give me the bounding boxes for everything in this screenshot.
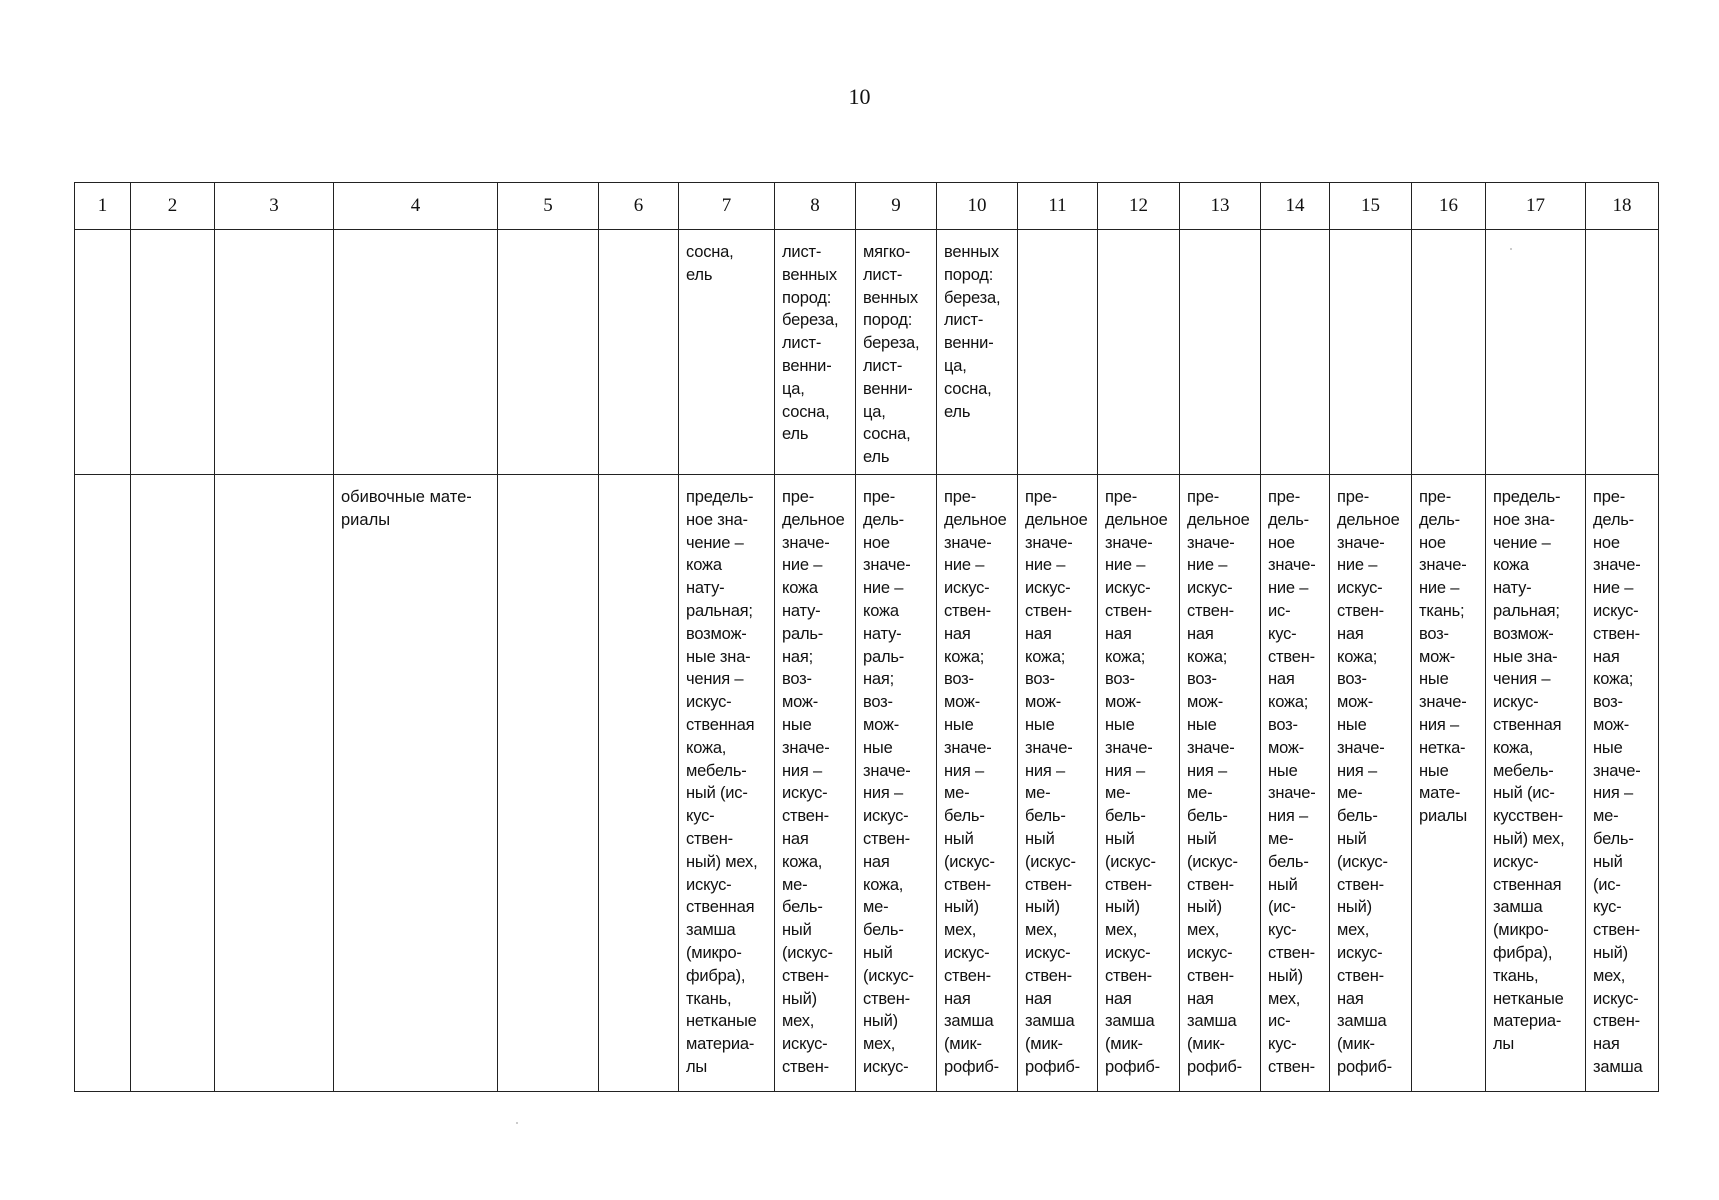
cell-13 <box>1180 475 1261 1092</box>
cell-4 <box>334 475 498 1092</box>
cell-5 <box>498 230 599 475</box>
cell-18 <box>1586 475 1659 1092</box>
cell-11 <box>1018 475 1098 1092</box>
col-header-11: 11 <box>1018 183 1098 230</box>
page-number: 10 <box>848 84 871 109</box>
cell-14 <box>1261 230 1330 475</box>
col-header-14: 14 <box>1261 183 1330 230</box>
cell-18 <box>1586 230 1659 475</box>
col-header-9: 9 <box>856 183 937 230</box>
cell-2 <box>131 475 215 1092</box>
cell-16 <box>1412 230 1486 475</box>
cell-9 <box>856 475 937 1092</box>
cell-1 <box>75 230 131 475</box>
col-header-16: 16 <box>1412 183 1486 230</box>
cell-12 <box>1098 230 1180 475</box>
col-header-1: 1 <box>75 183 131 230</box>
cell-8 <box>775 230 856 475</box>
cell-text: пре- дельное значе- ние – искус- ствен- ная кожа; воз- мож- ные значе- ния – ме- бель- ный (искус- ствен- ный) мех, искус- ствен- ная замша (мик- рофиб- <box>944 488 1007 1076</box>
scan-speck <box>1510 248 1512 250</box>
cell-text: предель- ное зна- чение – кожа нату- ральная; возмож- ные зна- чения – искус- ственная кожа, мебель- ный (ис- кусствен- ный) мех, искус- ственная замша (микро- фибра), ткань, нетканые материа- лы <box>1493 488 1565 1054</box>
data-table <box>74 182 1659 1092</box>
cell-14 <box>1261 475 1330 1092</box>
cell-17 <box>1486 230 1586 475</box>
cell-text: венных пород: береза, лист- венни- ца, сосна, ель <box>944 243 1001 421</box>
cell-6 <box>599 230 679 475</box>
cell-7 <box>679 475 775 1092</box>
col-header-10: 10 <box>937 183 1018 230</box>
cell-7 <box>679 230 775 475</box>
cell-text: лист- венных пород: береза, лист- венни- ца, сосна, ель <box>782 243 839 444</box>
row-label <box>334 230 497 241</box>
cell-8 <box>775 475 856 1092</box>
col-header-15: 15 <box>1330 183 1412 230</box>
cell-11 <box>1018 230 1098 475</box>
col-header-8: 8 <box>775 183 856 230</box>
cell-2 <box>131 230 215 475</box>
cell-text: пре- дель- ное значе- ние – искус- ствен- ная кожа; воз- мож- ные значе- ния – ме- бель- ный (ис- кус- ствен- ный) мех, искус- ствен- ная замша <box>1593 488 1643 1076</box>
col-header-5: 5 <box>498 183 599 230</box>
cell-5 <box>498 475 599 1092</box>
col-header-2: 2 <box>131 183 215 230</box>
table-row-wood <box>75 230 1659 475</box>
table-row-upholstery <box>75 475 1659 1092</box>
col-header-13: 13 <box>1180 183 1261 230</box>
cell-text: предель- ное зна- чение – кожа нату- ральная; возмож- ные зна- чения – искус- ственная кожа, мебель- ный (ис- кус- ствен- ный) мех, искус- ственная замша (микро- фибра), ткань, нетканые материа- лы <box>686 488 758 1076</box>
cell-text: сосна, ель <box>686 243 734 284</box>
col-header-18: 18 <box>1586 183 1659 230</box>
cell-text: пре- дель- ное значе- ние – ис- кус- ствен- ная кожа; воз- мож- ные значе- ния – ме- бель- ный (ис- кус- ствен- ный) мех, ис- кус- ствен- <box>1268 488 1316 1076</box>
cell-15 <box>1330 230 1412 475</box>
cell-17 <box>1486 475 1586 1092</box>
cell-6 <box>599 475 679 1092</box>
cell-3 <box>215 475 334 1092</box>
cell-text: мягко- лист- венных пород: береза, лист- венни- ца, сосна, ель <box>863 243 920 467</box>
cell-9 <box>856 230 937 475</box>
cell-10 <box>937 475 1018 1092</box>
col-header-4: 4 <box>334 183 498 230</box>
scan-speck <box>516 1122 518 1124</box>
cell-1 <box>75 475 131 1092</box>
col-header-7: 7 <box>679 183 775 230</box>
col-header-3: 3 <box>215 183 334 230</box>
col-header-6: 6 <box>599 183 679 230</box>
row-label: обивочные мате- риалы <box>341 488 472 529</box>
cell-13 <box>1180 230 1261 475</box>
col-header-12: 12 <box>1098 183 1180 230</box>
cell-text: пре- дельное значе- ние – искус- ствен- ная кожа; воз- мож- ные значе- ния – ме- бель- ный (искус- ствен- ный) мех, искус- ствен- ная замша (мик- рофиб- <box>1025 488 1088 1076</box>
header-row <box>75 183 1659 230</box>
cell-text: пре- дельное значе- ние – искус- ствен- ная кожа; воз- мож- ные значе- ния – ме- бель- ный (искус- ствен- ный) мех, искус- ствен- ная замша (мик- рофиб- <box>1187 488 1250 1076</box>
cell-text: пре- дельное значе- ние – искус- ствен- ная кожа; воз- мож- ные значе- ния – ме- бель- ный (искус- ствен- ный) мех, искус- ствен- ная замша (мик- рофиб- <box>1337 488 1400 1076</box>
cell-16 <box>1412 475 1486 1092</box>
cell-3 <box>215 230 334 475</box>
cell-text: пре- дельное значе- ние – искус- ствен- ная кожа; воз- мож- ные значе- ния – ме- бель- ный (искус- ствен- ный) мех, искус- ствен- ная замша (мик- рофиб- <box>1105 488 1168 1076</box>
col-header-17: 17 <box>1486 183 1586 230</box>
cell-4 <box>334 230 498 475</box>
cell-15 <box>1330 475 1412 1092</box>
cell-10 <box>937 230 1018 475</box>
cell-text: пре- дель- ное значе- ние – ткань; воз- мож- ные значе- ния – нетка- ные мате- риалы <box>1419 488 1468 826</box>
cell-12 <box>1098 475 1180 1092</box>
cell-text: пре- дельное значе- ние – кожа нату- раль- ная; воз- мож- ные значе- ния – искус- ствен- ная кожа, ме- бель- ный (искус- ствен- ный) мех, искус- ствен- <box>782 488 845 1076</box>
cell-text: пре- дель- ное значе- ние – кожа нату- раль- ная; воз- мож- ные значе- ния – искус- ствен- ная кожа, ме- бель- ный (искус- ствен- ный) мех, искус- <box>863 488 914 1076</box>
